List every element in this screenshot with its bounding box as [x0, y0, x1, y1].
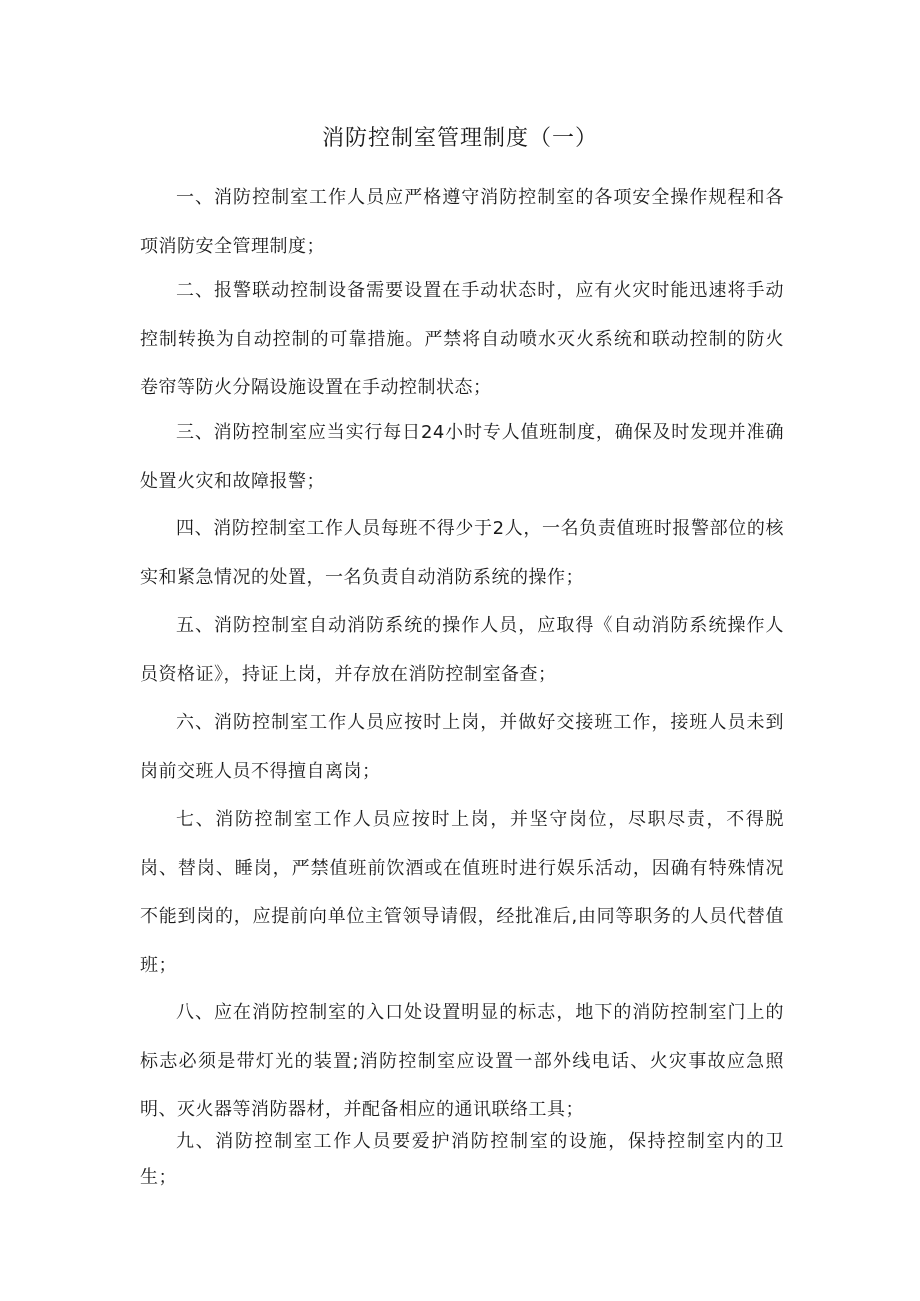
- paragraph-2: 二、报警联动控制设备需要设置在手动状态时，应有火灾时能迅速将手动控制转换为自动控制的可靠措施。严禁将自动喷水灭火系统和联动控制的防火卷帘等防火分隔设施设置在手动控制状态；: [140, 280, 784, 398]
- paragraph-5: 五、消防控制室自动消防系统的操作人员，应取得《自动消防系统操作人员资格证》，持证上岗，并存放在消防控制室备查；: [140, 615, 784, 685]
- paragraph-4: 四、消防控制室工作人员每班不得少于2人，一名负责值班时报警部位的核实和紧急情况的处置，一名负责自动消防系统的操作；: [140, 518, 784, 588]
- paragraph-3: 三、消防控制室应当实行每日24小时专人值班制度，确保及时发现并准确处置火灾和故障报警；: [140, 422, 784, 492]
- paragraph-9: 九、消防控制室工作人员要爱护消防控制室的设施，保持控制室内的卫生；: [140, 1131, 784, 1188]
- paragraph-8: 八、应在消防控制室的入口处设置明显的标志，地下的消防控制室门上的标志必须是带灯光的装置;消防控制室应设置一部外线电话、火灾事故应急照明、灭火器等消防器材，并配备相应的通讯联络工具；: [140, 1002, 784, 1120]
- paragraph-7: 七、消防控制室工作人员应按时上岗，并坚守岗位，尽职尽责，不得脱岗、替岗、睡岗，严禁值班前饮酒或在值班时进行娱乐活动，因确有特殊情况不能到岗的，应提前向单位主管领导请假，经批准后,由同等职务的人员代替值班；: [140, 809, 784, 976]
- page-title: 消防控制室管理制度（一）: [321, 126, 598, 151]
- paragraph-1: 一、消防控制室工作人员应严格遵守消防控制室的各项安全操作规程和各项消防安全管理制度；: [140, 187, 784, 257]
- paragraph-6: 六、消防控制室工作人员应按时上岗，并做好交接班工作，接班人员未到岗前交班人员不得擅自离岗；: [140, 712, 784, 782]
